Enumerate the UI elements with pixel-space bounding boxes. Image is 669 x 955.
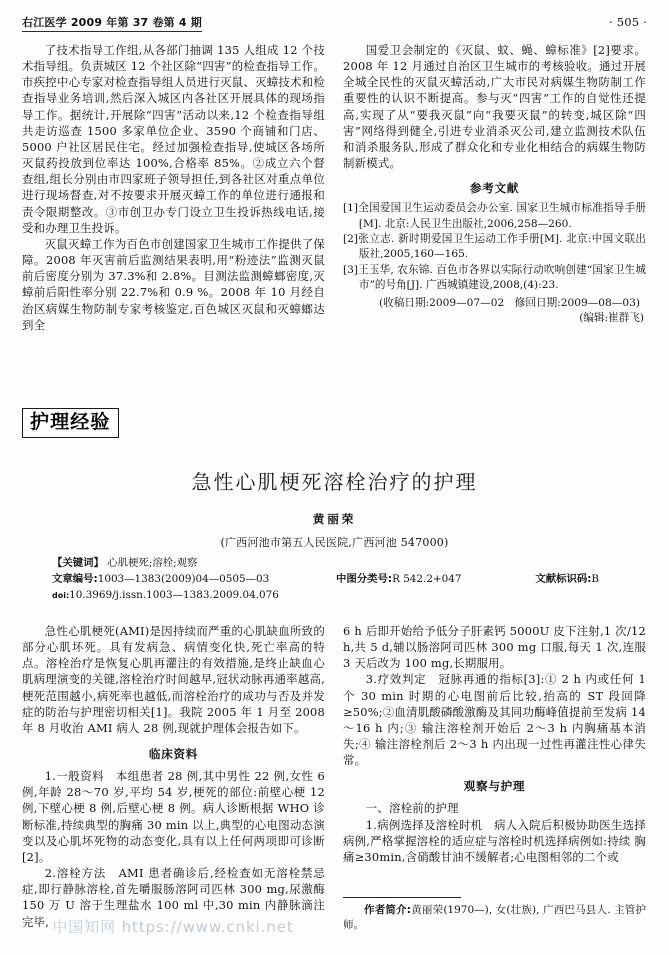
clc-cell <box>336 572 535 587</box>
page-number: · 505 · <box>609 15 647 29</box>
running-head <box>22 14 647 32</box>
article-left-column <box>22 623 325 930</box>
article-metadata <box>52 556 652 604</box>
section-badge: 护理经验 <box>22 408 119 438</box>
observation-nursing-heading: 观察与护理 <box>463 779 526 794</box>
article-id-cell <box>52 572 336 587</box>
reference-item: [2]张立志. 新时期爱国卫生运动工作手册[M]. 北京:中国文联出版社,2005,160—165. <box>343 233 646 261</box>
paragraph: 1.一般资料 本组患者 28 例,其中男性 22 例,女性 6 例,年龄 28～70 岁,平均 54 岁,梗死的部位:前壁心梗 12 例,下壁心梗 8 例,后壁心梗 8 例。病人诊断根据 WHO 诊断标准,持续典型的胸痛 30 min 以上,典型的心电图动态演变以及心肌坏死物的动态变化,具有以上任何两项即可诊断[2]。 <box>22 769 325 864</box>
paragraph: 了技术指导工作组,从各部门抽调 135 人组成 12 个技术指导组。负责城区 12 个社区除“四害”的检查指导工作。市疾控中心专家对检查指导组人员进行灭鼠、灭蟑技术和检查指导业务培训,然后深入城区内各社区开展具体的现场指导工作。据统计,开展除“四害”活动以来,12 个检查指导组共走访巡查 1500 多家单位企业、3590 个商铺和门店、5000 户社区居民住宅。经过加强检查指导,使城区各场所灭鼠药投放到位率达 100%,合格率 85%。②成立六个督查组,组长分别由市四家班子领导担任,到各社区对重点单位进行现场督查,对不按要求开展灭蟑工作的单位进行通报和责令限期整改。③市创卫办专门设立卫生投诉热线电话,接受和办理卫生投诉。 <box>22 43 325 235</box>
journal-name-and-issue: 右江医学 2009 年第 37 卷第 4 期 <box>22 14 202 32</box>
paragraph: 2.溶栓方法 AMI 患者确诊后,经检查如无溶栓禁忌症,即行静脉溶栓,首先嚼服肠溶阿司匹林 300 mg,尿激酶 150 万 U 溶于生理盐水 100 ml 中,30 min 内静脉滴注完毕, <box>22 866 325 929</box>
paragraph: 6 h 后即开始给予低分子肝素钙 5000U 皮下注射,1 次/12 h,共 5 d,辅以肠溶阿司匹林 300 mg 口服,每天 1 次,连服 3 天后改为 100 mg,长期服用。 <box>343 624 646 671</box>
article-affiliation: (广西河池市第五人民医院,广西河池 547000) <box>220 536 449 549</box>
clinical-data-heading: 临床资料 <box>148 747 199 762</box>
doc-code-label: 文献标识码: <box>535 573 592 586</box>
editor-credit: (编辑:崔群飞) <box>579 312 644 325</box>
paragraph: 灭鼠灭蟑工作为百色市创建国家卫生城市工作提供了保障。2008 年灭害前后监测结果表明,用“粉迹法”监测灭鼠前后密度分别为 37.3%和 2.8%。目测法监测蟑螂密度,灭蟑前后阳性率分别 22.7%和 0.9 %。2008 年 10 月经自治区病媒生物防制专家考核鉴定,百色城区灭鼠和灭蟑螂达到全 <box>22 236 325 332</box>
footnote-label: 作者简介: <box>364 904 412 916</box>
reference-item: [1]全国爱国卫生运动委员会办公室. 国家卫生城市标准指导手册[M]. 北京:人民卫生出版社,2006,258—260. <box>343 202 646 230</box>
continued-article-columns <box>22 42 647 333</box>
continued-right-column <box>343 42 646 333</box>
footnote-body: 黄丽荣(1970—), 女(壮族), 广西巴马县人. 主管护师。 <box>343 904 646 932</box>
article-right-column <box>343 623 646 930</box>
footnote-text <box>343 903 646 934</box>
subheading: 一、溶栓前的护理 <box>365 801 459 816</box>
author-bio-footnote <box>343 897 646 934</box>
paragraph: 3.疗效判定 冠脉再通的指标[3]:① 2 h 内或任何 1 个 30 min 时期的心电图前后比较,抬高的 ST 段回降≥50%;②血清肌酸磷酸激酶及其同功酶峰值提前至发病 14～16 h 内;③ 输注溶栓剂开始后 2～3 h 内胸痛基本消失;④ 输注溶栓剂后 2～3 h 内出现一过性再灌注性心律失常。 <box>343 672 646 768</box>
cnki-watermark: 中国知网 https://www.cnki.net <box>52 918 294 936</box>
article-id-label: 文章编号: <box>52 573 98 586</box>
article-body-columns <box>22 623 647 930</box>
paragraph: 急性心肌梗死(AMI)是因持续而严重的心肌缺血所致的部分心肌坏死。具有发病急、病情变化快,死亡率高的特点。溶栓治疗是恢复心肌再灌注的有效措施,是终止缺血心肌病理演变的关键,溶栓治疗时间越早,冠状动脉再通率越高,梗死范围越小,病死率也越低,而溶栓治疗的成功与否及并发症的防治与护理密切相关[1]。我院 2005 年 1 月至 2008 年 8 月收治 AMI 病人 28 例,现就护理体会报告如下。 <box>22 624 325 735</box>
keywords-value: 心肌梗死;溶栓;观察 <box>107 557 198 569</box>
clc-label: 中图分类号: <box>335 573 393 586</box>
article-header <box>22 466 647 550</box>
footnote-divider <box>343 897 461 898</box>
doi-line <box>52 588 652 603</box>
reference-item: [3]王玉华, 农东锦. 百色市各界以实际行动吹响创建“国家卫生城市”的号角[J]. 广西城镇建设,2008,(4):23. <box>343 263 646 292</box>
keywords-label: 【关键词】 <box>52 557 104 569</box>
doc-code-cell <box>535 572 652 587</box>
metadata-row <box>52 572 652 587</box>
paragraph: 1.病例选择及溶栓时机 病人入院后积极协助医生选择病例,严格掌握溶栓的适应症与溶栓时机选择病例如:持续 胸痛≥30min,含硝酸甘油不缓解者;心电图相邻的二个或 <box>343 817 646 864</box>
article-title: 急性心肌梗死溶栓治疗的护理 <box>191 470 478 494</box>
section-badge-wrapper <box>22 408 119 438</box>
doi-value: 10.3969/j.issn.1003—1383.2009.04.076 <box>69 589 279 602</box>
continued-left-column <box>22 42 325 333</box>
paragraph: 国爱卫会制定的《灭鼠、蚊、蝇、蟑标准》[2]要求。2008 年 12 月通过自治区卫生城市的考核验收。通过开展全城全民性的灭鼠灭蟑活动,广大市民对病媒生物防制工作重要性的认识不断提高。参与灭“四害”工作的自觉性还提高,实现了从“要我灭鼠”向“我要灭鼠”的转变,城区除“四害”网络得到健全,引进专业消杀灭公司,建立监测技术队伍和消杀服务队,形成了群众化和专业化相结合的病媒生物防制新模式。 <box>343 43 646 171</box>
article-id-value: 1003—1383(2009)04—0505—03 <box>97 573 270 586</box>
keywords-line <box>52 556 652 571</box>
references-heading: 参考文献 <box>469 181 520 196</box>
references-list <box>343 201 646 293</box>
submission-dateline: (收稿日期:2009—07—02 修回日期:2009—08—03) <box>379 296 640 309</box>
clc-value: R 542.2+047 <box>392 573 462 586</box>
doc-code-value: B <box>591 573 600 586</box>
doi-label: doi: <box>52 591 70 601</box>
article-author: 黄丽荣 <box>312 512 357 526</box>
